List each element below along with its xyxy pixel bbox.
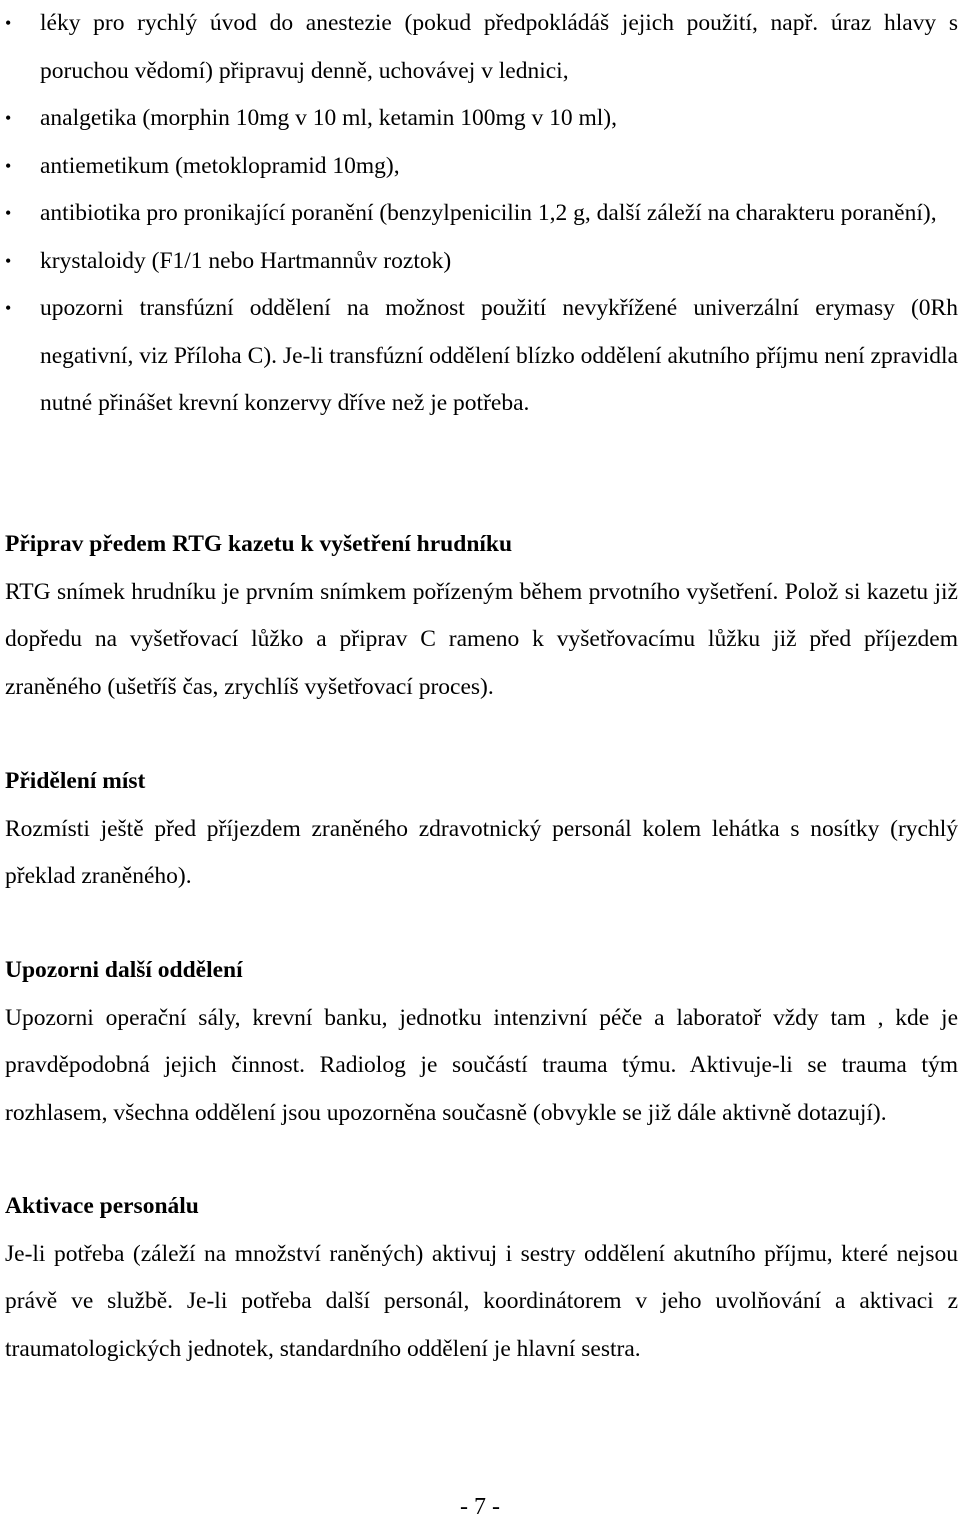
supply-list [0,0,960,428]
section-place-assignment [5,758,958,901]
section-heading: Připrav předem RTG kazetu k vyšetření hrudníku [5,531,513,557]
section-heading: Aktivace personálu [5,1193,199,1219]
bullet-icon: • [5,155,12,176]
list-item: • antibiotika pro pronikající poranění (benzylpenicilin 1,2 g, další záleží na charakteru poranění), [0,190,960,238]
section-body: Rozmísti ještě před příjezdem zraněného zdravotnický personál kolem lehátka s nosítky (rychlý překlad zraněného). [5,815,958,889]
section-notify-departments [5,947,958,1137]
page-number: - 7 - [460,1494,500,1520]
section-body: Je-li potřeba (záleží na množství raněných) aktivuj i sestry oddělení akutního příjmu, které nejsou právě ve službě. Je-li potřeba další personál, koordinátorem v jeho uvolňování a aktivaci z traumatologických jednotek, standardního oddělení je hlavní sestra. [5,1240,958,1362]
section-body: RTG snímek hrudníku je prvním snímkem pořízeným během prvotního vyšetření. Polož si kazetu již dopředu na vyšetřovací lůžko a připrav C rameno k vyšetřovacímu lůžku již před příjezdem zraněného (ušetříš čas, zrychlíš vyšetřovací proces). [5,578,958,700]
bullet-icon: • [5,13,12,33]
list-item: • antiemetikum (metoklopramid 10mg), [0,143,960,191]
bullet-icon: • [5,250,12,271]
bullet-icon: • [5,203,12,223]
bullet-icon: • [5,108,12,128]
list-item: • léky pro rychlý úvod do anestezie (pokud předpokládáš jejich použití, např. úraz hlavy s poruchou vědomí) připravuj denně, uchovávej v lednici, [0,0,960,95]
section-staff-activation [5,1183,958,1373]
section-rtg-cassette [5,521,958,711]
section-heading: Upozorni další oddělení [5,957,243,983]
list-item: • upozorni transfúzní oddělení na možnost použití nevykřížené univerzální erymasy (0Rh negativní, viz Příloha C). Je-li transfúzní oddělení blízko oddělení akutního příjmu není zpravidla nutné přinášet krevní konzervy dříve než je potřeba. [0,285,960,428]
list-item: • krystaloidy (F1/1 nebo Hartmannův roztok) [0,238,960,286]
section-heading: Přidělení míst [5,768,146,794]
bullet-icon: • [5,298,12,318]
list-item: • analgetika (morphin 10mg v 10 ml, ketamin 100mg v 10 ml), [0,95,960,143]
section-body: Upozorni operační sály, krevní banku, jednotku intenzivní péče a laboratoř vždy tam , kde je pravděpodobná jejich činnost. Radiolog je součástí trauma týmu. Aktivuje-li se trauma tým rozhlasem, všechna oddělení jsou upozorněna současně (obvykle se již dále aktivně dotazují). [5,1004,958,1126]
